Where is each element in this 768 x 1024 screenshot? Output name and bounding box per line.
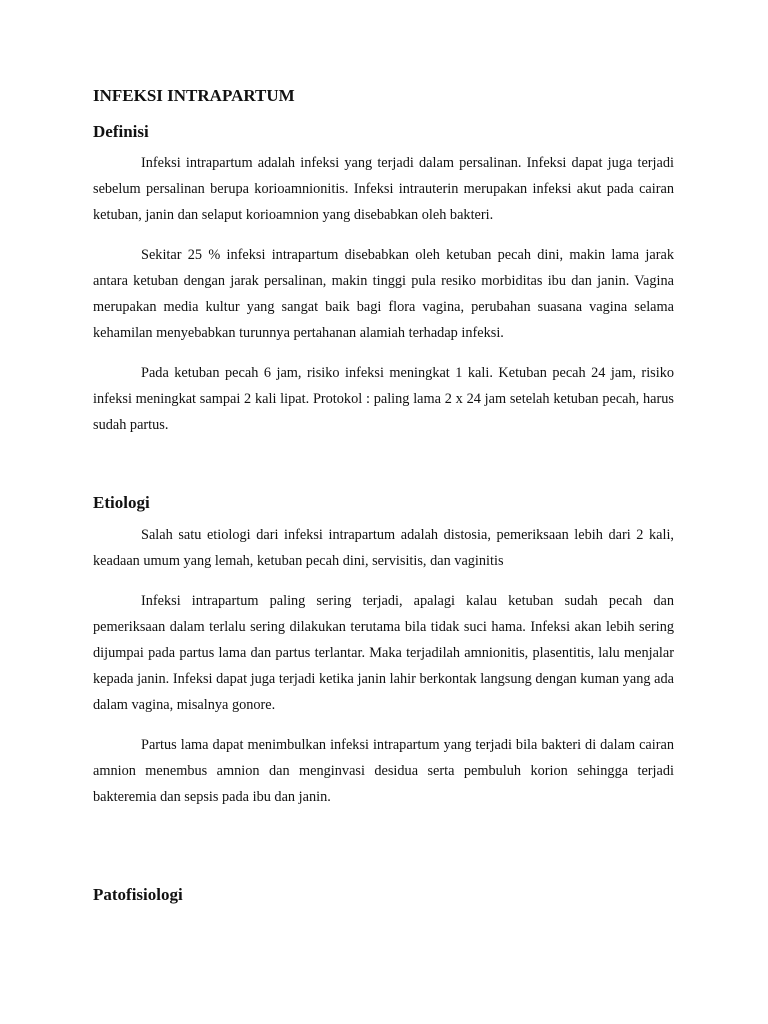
paragraph-definisi-3: Pada ketuban pecah 6 jam, risiko infeksi meningkat 1 kali. Ketuban pecah 24 jam, risiko infeksi meningkat sampai 2 kali lipat. Protokol : paling lama 2 x 24 jam setelah ketuban pecah, harus sudah partus. xyxy=(93,365,674,433)
paragraph-definisi-2: Sekitar 25 % infeksi intrapartum disebabkan oleh ketuban pecah dini, makin lama jarak antara ketuban dengan jarak persalinan, makin tinggi pula resiko morbiditas ibu dan janin. Vagina merupakan media kultur yang sangat baik bagi flora vagina, perubahan suasana vagina selama kehamilan menyebabkan turunnya pertahanan alamiah terhadap infeksi. xyxy=(93,247,674,341)
section-heading-patofisiologi: Patofisiologi xyxy=(93,885,183,904)
paragraph-etiologi-2: Infeksi intrapartum paling sering terjadi, apalagi kalau ketuban sudah pecah dan pemeriksaan dalam terlalu sering dilakukan terutama bila tidak suci hama. Infeksi akan lebih sering dijumpai pada partus lama dan partus terlantar. Maka terjadilah amnionitis, plasentitis, lalu menjalar kepada janin. Infeksi dapat juga terjadi ketika janin lahir berkontak langsung dengan kuman yang ada dalam vagina, misalnya gonore. xyxy=(93,593,674,713)
section-heading-definisi: Definisi xyxy=(93,122,149,141)
paragraph-etiologi-3: Partus lama dapat menimbulkan infeksi intrapartum yang terjadi bila bakteri di dalam cairan amnion menembus amnion dan menginvasi desidua serta pembuluh korion sehingga terjadi bakteremia dan sepsis pada ibu dan janin. xyxy=(93,737,674,805)
paragraph-definisi-1: Infeksi intrapartum adalah infeksi yang terjadi dalam persalinan. Infeksi dapat juga terjadi sebelum persalinan berupa korioamnionitis. Infeksi intrauterin merupakan infeksi akut pada cairan ketuban, janin dan selaput korioamnion yang disebabkan oleh bakteri. xyxy=(93,155,674,223)
section-heading-etiologi: Etiologi xyxy=(93,493,150,512)
document-title: INFEKSI INTRAPARTUM xyxy=(93,86,295,105)
paragraph-etiologi-1: Salah satu etiologi dari infeksi intrapartum adalah distosia, pemeriksaan lebih dari 2 kali, keadaan umum yang lemah, ketuban pecah dini, servisitis, dan vaginitis xyxy=(93,527,674,569)
document-page xyxy=(93,84,674,907)
